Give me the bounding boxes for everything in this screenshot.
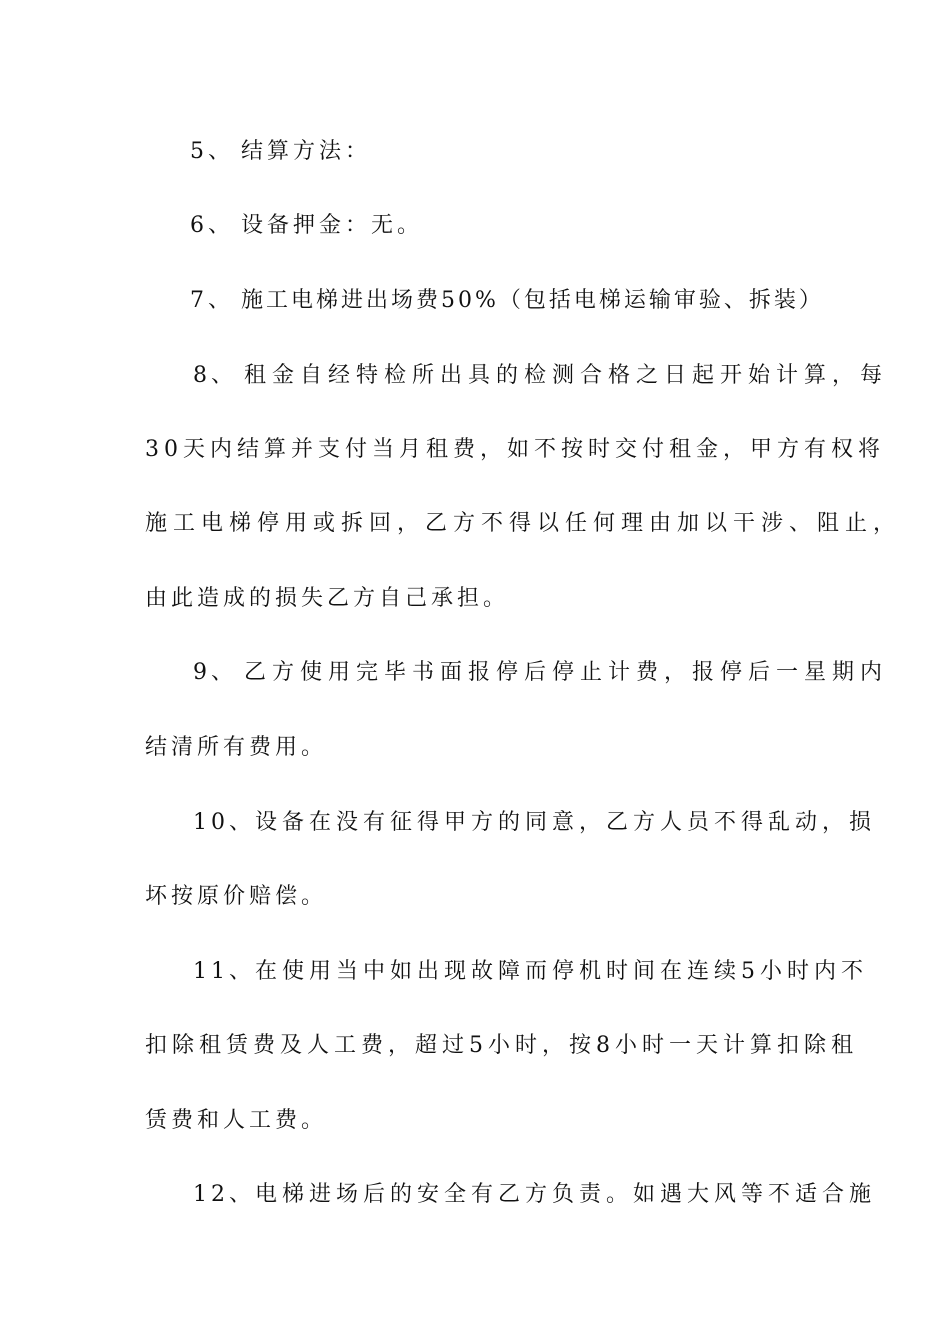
- clause-number: 9、: [193, 660, 237, 685]
- clause-text: 结算方法：: [241, 139, 372, 164]
- clause-text: 设备在没有征得甲方的同意，乙方人员不得乱动，损: [255, 810, 877, 835]
- clause-text: 租金自经特检所出具的检测合格之日起开始计算，每: [244, 363, 889, 388]
- clause-number: 8、: [193, 363, 237, 388]
- clause-text: 电梯进场后的安全有乙方负责。如遇大风等不适合施: [255, 1182, 877, 1207]
- paragraph-line: [0, 1101, 950, 1141]
- clause-number: 11、: [193, 959, 255, 984]
- clause-10-line: [0, 803, 950, 843]
- paragraph-text: 赁费和人工费。: [145, 1108, 328, 1133]
- paragraph-line: [0, 1026, 950, 1066]
- paragraph-text: 施工电梯停用或拆回，乙方不得以任何理由加以干涉、阻止，: [145, 511, 902, 536]
- clause-11-line: [0, 952, 950, 992]
- clause-text: 施工电梯进出场费50%（包括电梯运输审验、拆装）: [241, 288, 824, 313]
- clause-text: 乙方使用完毕书面报停后停止计费，报停后一星期内: [244, 660, 889, 685]
- paragraph-line: [0, 877, 950, 917]
- paragraph-text: 30天内结算并支付当月租费，如不按时交付租金，甲方有权将: [145, 437, 885, 462]
- clause-number: 7、: [190, 288, 234, 313]
- clause-7-line: [0, 281, 950, 321]
- paragraph-text: 坏按原价赔偿。: [145, 884, 328, 909]
- paragraph-line: [0, 728, 950, 768]
- clause-text: 在使用当中如出现故障而停机时间在连续5小时内不: [255, 959, 868, 984]
- clause-number: 10、: [193, 810, 255, 835]
- clause-text: 设备押金：无。: [241, 213, 424, 238]
- clause-6-line: [0, 206, 950, 246]
- clause-9-line: [0, 653, 950, 693]
- clause-5-line: [0, 132, 950, 172]
- clause-number: 6、: [190, 213, 234, 238]
- paragraph-line: [0, 504, 950, 544]
- clause-number: 5、: [190, 139, 234, 164]
- paragraph-text: 由此造成的损失乙方自己承担。: [145, 586, 510, 611]
- paragraph-text: 扣除租赁费及人工费，超过5小时，按8小时一天计算扣除租: [145, 1033, 858, 1058]
- paragraph-line: [0, 430, 950, 470]
- clause-number: 12、: [193, 1182, 255, 1207]
- paragraph-text: 结清所有费用。: [145, 735, 328, 760]
- paragraph-line: [0, 579, 950, 619]
- clause-8-line: [0, 356, 950, 396]
- clause-12-line: [0, 1175, 950, 1215]
